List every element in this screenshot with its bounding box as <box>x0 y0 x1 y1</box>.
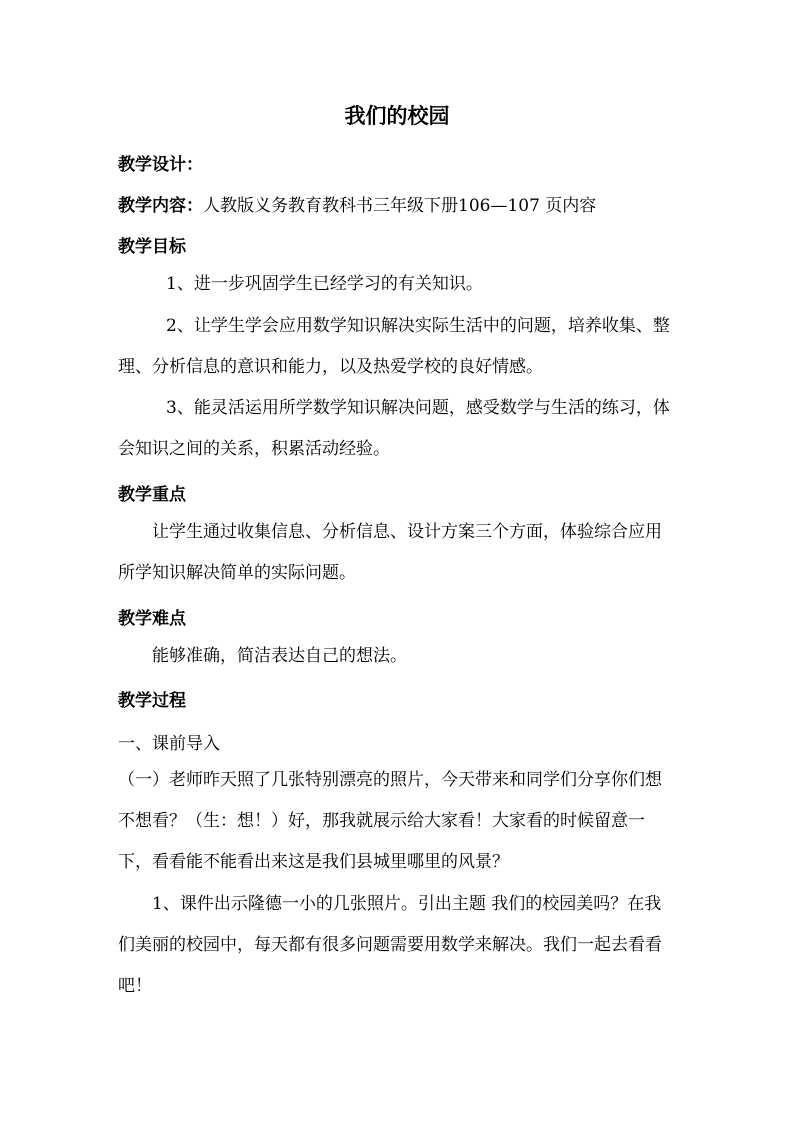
section-heading-1: 一、课前导入 <box>118 734 220 754</box>
key-points-text: 让学生通过收集信息、分析信息、设计方案三个方面，体验综合应用所学知识解决简单的实际问题。 <box>118 522 662 583</box>
document-title: 我们的校园 <box>344 103 450 128</box>
design-heading: 教学设计： <box>118 155 203 175</box>
content-text: 人教版义务教育教科书三年级下册106—107 页内容 <box>203 196 597 216</box>
process-heading: 教学过程 <box>118 691 186 711</box>
paragraph-1: （一）老师昨天照了几张特别漂亮的照片，今天带来和同学们分享你们想不想看？（生：想！）好，那我就展示给大家看！大家看的时候留意一下，看看能不能看出来这是我们县城里哪里的风景？ <box>118 770 662 872</box>
goals-heading: 教学目标 <box>118 237 186 257</box>
goal-item-3: 3、能灵活运用所学数学知识解决问题，感受数学与生活的练习，体会知识之间的关系，积累活动经验。 <box>118 398 670 459</box>
paragraph-2: 1、课件出示隆德一小的几张照片。引出主题 我们的校园美吗？在我们美丽的校园中，每天都有很多问题需要用数学来解决。我们一起去看看吧！ <box>118 894 662 996</box>
difficulty-text: 能够准确，简洁表达自己的想法。 <box>152 646 407 666</box>
content-row <box>118 191 688 216</box>
difficulty-heading: 教学难点 <box>118 609 186 629</box>
goal-item-1: 1、进一步巩固学生已经学习的有关知识。 <box>166 274 483 294</box>
key-points-heading: 教学重点 <box>118 485 186 505</box>
content-label: 教学内容： <box>118 196 203 216</box>
goal-item-2: 2、让学生学会应用数学知识解决实际生活中的问题，培养收集、整理、分析信息的意识和能力，以及热爱学校的良好情感。 <box>118 316 670 377</box>
